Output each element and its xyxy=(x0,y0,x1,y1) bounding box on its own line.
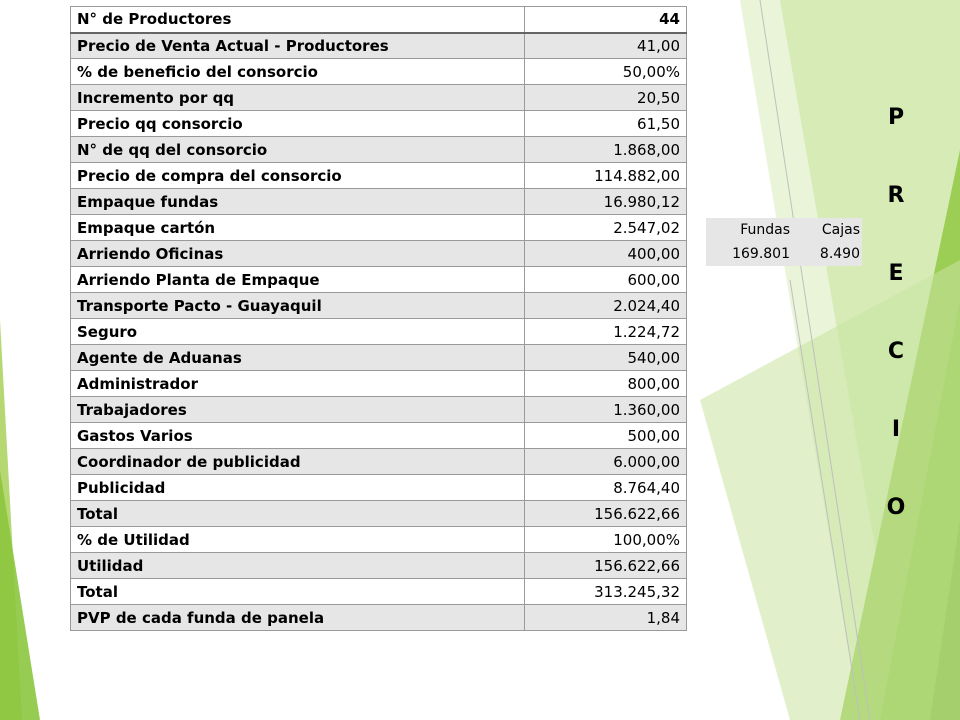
table-row xyxy=(71,475,687,501)
row-label: Precio de compra del consorcio xyxy=(71,163,525,189)
row-label: PVP de cada funda de panela xyxy=(71,605,525,631)
table-row xyxy=(71,215,687,241)
row-value: 114.882,00 xyxy=(525,163,687,189)
row-label: Arriendo Planta de Empaque xyxy=(71,267,525,293)
row-label: Empaque cartón xyxy=(71,215,525,241)
table-row xyxy=(71,501,687,527)
table-row xyxy=(71,345,687,371)
row-value: 1.224,72 xyxy=(525,319,687,345)
table-row xyxy=(71,7,687,33)
row-label: Publicidad xyxy=(71,475,525,501)
row-label: Incremento por qq xyxy=(71,85,525,111)
row-value: 100,00% xyxy=(525,527,687,553)
title-letter: C xyxy=(887,339,905,364)
table-row xyxy=(71,449,687,475)
row-value: 800,00 xyxy=(525,371,687,397)
row-label: Administrador xyxy=(71,371,525,397)
row-value: 540,00 xyxy=(525,345,687,371)
row-label: Precio de Venta Actual - Productores xyxy=(71,33,525,59)
row-value: 1,84 xyxy=(525,605,687,631)
row-label: Seguro xyxy=(71,319,525,345)
row-value: 400,00 xyxy=(525,241,687,267)
row-label: Trabajadores xyxy=(71,397,525,423)
row-label: % de Utilidad xyxy=(71,527,525,553)
row-value: 1.868,00 xyxy=(525,137,687,163)
table-row xyxy=(71,33,687,59)
row-value: 44 xyxy=(525,7,687,33)
title-letter: E xyxy=(888,261,904,286)
table-row xyxy=(71,267,687,293)
row-label: Precio qq consorcio xyxy=(71,111,525,137)
table-row xyxy=(71,397,687,423)
pricing-table xyxy=(70,6,687,631)
row-value: 500,00 xyxy=(525,423,687,449)
table-row xyxy=(71,527,687,553)
row-value: 41,00 xyxy=(525,33,687,59)
row-label: Agente de Aduanas xyxy=(71,345,525,371)
table-row xyxy=(71,241,687,267)
row-value: 1.360,00 xyxy=(525,397,687,423)
row-value: 20,50 xyxy=(525,85,687,111)
table-row xyxy=(71,371,687,397)
table-row xyxy=(71,605,687,631)
row-value: 2.024,40 xyxy=(525,293,687,319)
row-value: 313.245,32 xyxy=(525,579,687,605)
cajas-value: 8.490 xyxy=(792,242,862,266)
row-value: 6.000,00 xyxy=(525,449,687,475)
table-row xyxy=(71,111,687,137)
table-row xyxy=(71,579,687,605)
title-letter: P xyxy=(887,105,905,130)
table-row xyxy=(71,553,687,579)
table-row xyxy=(71,85,687,111)
packaging-value-row xyxy=(706,242,862,266)
packaging-summary-table xyxy=(706,218,862,266)
row-value: 50,00% xyxy=(525,59,687,85)
table-row xyxy=(71,59,687,85)
row-value: 16.980,12 xyxy=(525,189,687,215)
table-row xyxy=(71,423,687,449)
row-label: Empaque fundas xyxy=(71,189,525,215)
title-letter: R xyxy=(887,183,905,208)
row-value: 156.622,66 xyxy=(525,553,687,579)
title-letter: I xyxy=(891,417,901,442)
row-label: % de beneficio del consorcio xyxy=(71,59,525,85)
cajas-header: Cajas xyxy=(792,218,862,242)
table-row xyxy=(71,293,687,319)
table-row xyxy=(71,163,687,189)
row-label: Total xyxy=(71,579,525,605)
table-row xyxy=(71,189,687,215)
row-value: 156.622,66 xyxy=(525,501,687,527)
row-label: Arriendo Oficinas xyxy=(71,241,525,267)
fundas-value: 169.801 xyxy=(706,242,792,266)
row-value: 61,50 xyxy=(525,111,687,137)
fundas-header: Fundas xyxy=(706,218,792,242)
row-label: N° de qq del consorcio xyxy=(71,137,525,163)
row-value: 8.764,40 xyxy=(525,475,687,501)
row-label: N° de Productores xyxy=(71,7,525,33)
row-value: 600,00 xyxy=(525,267,687,293)
table-row xyxy=(71,319,687,345)
table-row xyxy=(71,137,687,163)
row-label: Utilidad xyxy=(71,553,525,579)
packaging-header-row xyxy=(706,218,862,242)
row-label: Gastos Varios xyxy=(71,423,525,449)
title-letter: O xyxy=(886,495,906,520)
row-label: Total xyxy=(71,501,525,527)
row-label: Coordinador de publicidad xyxy=(71,449,525,475)
row-value: 2.547,02 xyxy=(525,215,687,241)
vertical-title-precio xyxy=(878,100,914,568)
row-label: Transporte Pacto - Guayaquil xyxy=(71,293,525,319)
